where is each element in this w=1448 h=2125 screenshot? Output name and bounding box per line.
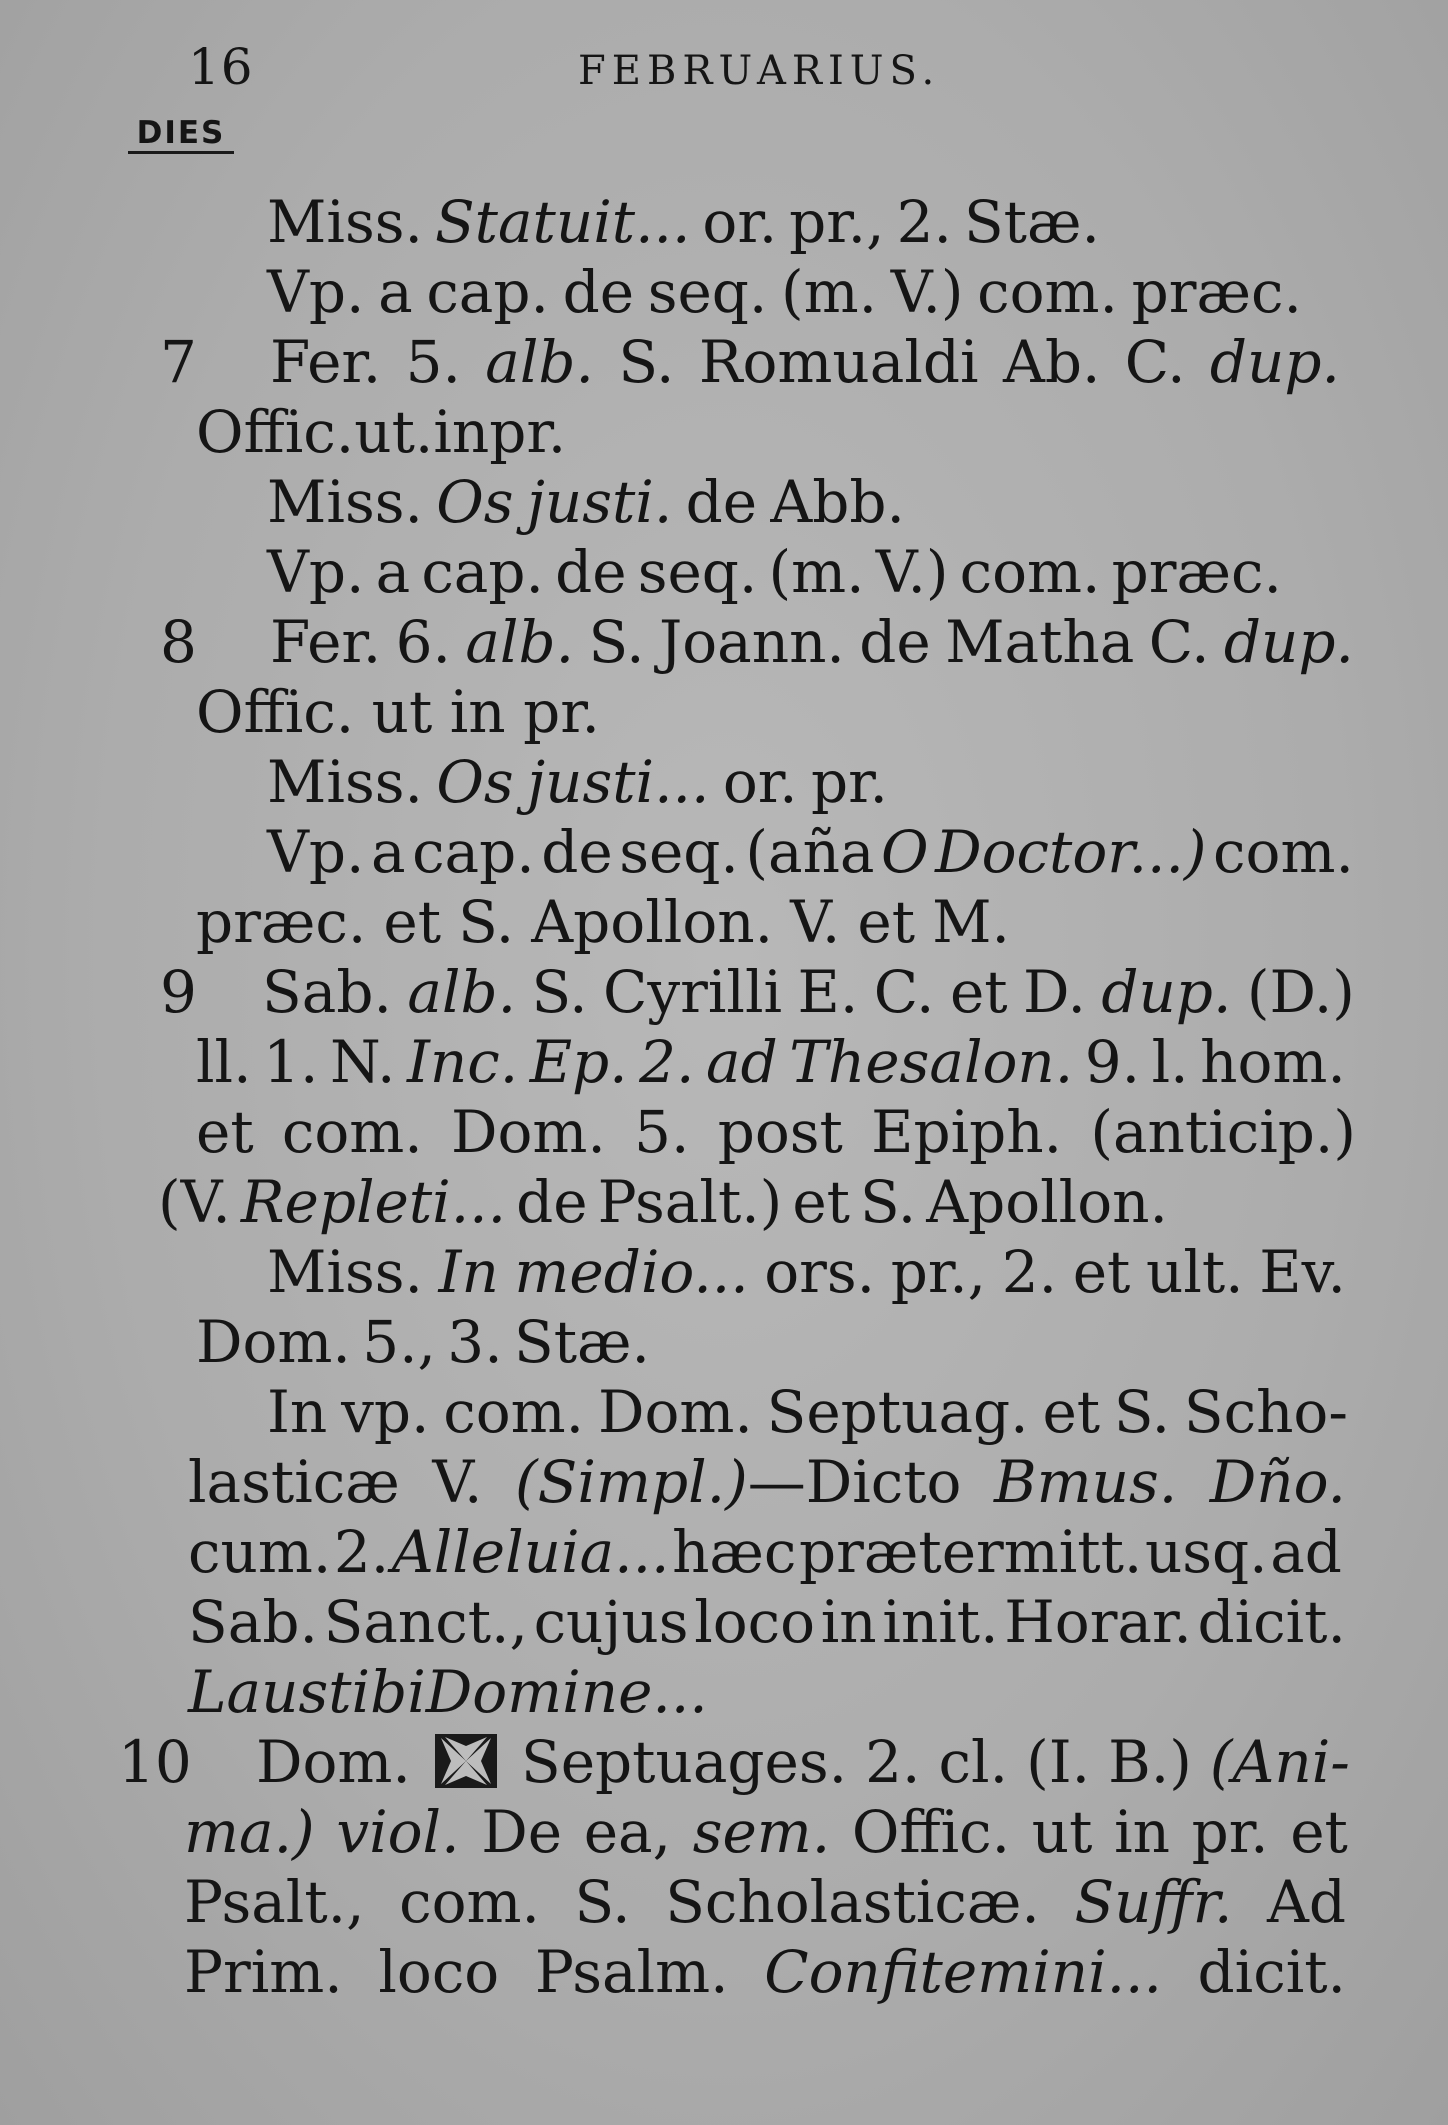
word: pr. xyxy=(811,748,888,816)
word: Ab. xyxy=(1002,328,1101,396)
text-line xyxy=(184,1868,1346,1936)
word: præc. xyxy=(1111,538,1282,606)
word: seq. xyxy=(637,538,758,606)
word: Horar. xyxy=(1004,1588,1192,1656)
word: com. xyxy=(977,258,1118,326)
word: seq. xyxy=(619,818,739,886)
word: dicit. xyxy=(1197,1588,1346,1656)
word: Sanct., xyxy=(323,1588,528,1656)
word: init. xyxy=(882,1588,999,1656)
word: viol. xyxy=(336,1798,460,1866)
word: N. xyxy=(329,1028,396,1096)
word: C. xyxy=(1148,608,1210,676)
word: (anticip.) xyxy=(1090,1098,1356,1166)
word: 2. xyxy=(333,1518,390,1586)
word: cum. xyxy=(188,1518,332,1586)
text-line xyxy=(158,1168,1168,1236)
text-line xyxy=(184,1938,1346,2006)
day-number: 8 xyxy=(160,608,197,676)
word: Dño. xyxy=(1209,1448,1346,1516)
word: et xyxy=(1290,1798,1348,1866)
word: ma.) xyxy=(184,1798,315,1866)
word: com. xyxy=(1213,818,1354,886)
word: loco xyxy=(378,1938,500,2006)
word: alb. xyxy=(407,958,517,1026)
word: Romualdi xyxy=(698,328,979,396)
word: præc. xyxy=(196,888,367,956)
word: Abb. xyxy=(770,468,905,536)
word: Bmus. xyxy=(994,1448,1178,1516)
word: com. xyxy=(443,1378,585,1446)
word: V. xyxy=(790,888,841,956)
word: Dom. xyxy=(451,1098,606,1166)
word: ut. xyxy=(354,398,434,466)
word: loco xyxy=(694,1588,816,1656)
word: 2. xyxy=(865,1728,921,1796)
word: ut xyxy=(371,678,433,746)
word: de xyxy=(562,258,635,326)
word: in xyxy=(433,398,490,466)
word: S. xyxy=(1113,1378,1171,1446)
word: a xyxy=(375,538,411,606)
word: Epiph. xyxy=(871,1098,1063,1166)
word: V. xyxy=(432,1448,483,1516)
word: Psalt., xyxy=(184,1868,365,1936)
word: 1. xyxy=(263,1028,319,1096)
maltese-cross-icon xyxy=(435,1734,497,1788)
word: Dom. xyxy=(597,1378,753,1446)
text-line xyxy=(270,328,1340,396)
word: Vp. xyxy=(267,258,365,326)
word: Domine... xyxy=(425,1658,708,1726)
word: Vp. xyxy=(267,818,365,886)
word: tibi xyxy=(328,1658,426,1726)
word: Scho- xyxy=(1183,1378,1348,1446)
word: Miss. xyxy=(267,1238,423,1306)
word: a xyxy=(378,258,413,326)
word: dicit. xyxy=(1197,1938,1346,2006)
word: Fer. xyxy=(270,608,382,676)
text-line xyxy=(196,1308,650,1376)
word: (m. xyxy=(781,258,878,326)
word: Offic. xyxy=(196,398,355,466)
word: De xyxy=(481,1798,563,1866)
word: Ep. xyxy=(529,1028,628,1096)
word: B.) xyxy=(1108,1728,1192,1796)
day-number: 9 xyxy=(160,958,197,1026)
word: Doctor...) xyxy=(935,818,1207,886)
word: Psalm. xyxy=(534,1938,729,2006)
word: usq. xyxy=(1144,1518,1268,1586)
word: (m. xyxy=(768,538,865,606)
text-line xyxy=(196,398,567,466)
word: ad xyxy=(1270,1518,1342,1586)
word: (D.) xyxy=(1246,958,1355,1026)
text-line xyxy=(196,678,600,746)
word: Miss. xyxy=(267,468,423,536)
word: Stæ. xyxy=(513,1308,650,1376)
word: Offic. xyxy=(851,1798,1011,1866)
word: Septuages. xyxy=(520,1728,848,1796)
word: dup. xyxy=(1101,958,1232,1026)
word: in xyxy=(1114,1798,1170,1866)
word: in xyxy=(820,1588,877,1656)
word: post xyxy=(717,1098,843,1166)
word: alb. xyxy=(465,608,575,676)
word: or. xyxy=(702,188,778,256)
word: dup. xyxy=(1209,328,1340,396)
word: Inc. xyxy=(406,1028,519,1096)
word: Ad xyxy=(1266,1868,1346,1936)
word: Prim. xyxy=(184,1938,343,2006)
word: Laus xyxy=(188,1658,329,1726)
word: et xyxy=(383,888,442,956)
page-number: 16 xyxy=(188,38,254,96)
word: Septuag. xyxy=(766,1378,1029,1446)
word: 2. xyxy=(1001,1238,1058,1306)
word: C. xyxy=(1124,328,1186,396)
word: V.) xyxy=(890,258,964,326)
word: et xyxy=(857,888,916,956)
word: cap. xyxy=(421,538,544,606)
word: cujus xyxy=(533,1588,689,1656)
word: Psalt.) xyxy=(597,1168,783,1236)
text-line xyxy=(267,188,1100,256)
word: (V. xyxy=(158,1168,231,1236)
word: 5. xyxy=(634,1098,690,1166)
text-line xyxy=(188,1658,708,1726)
word: de xyxy=(685,468,758,536)
word: or. xyxy=(722,748,798,816)
word: et xyxy=(792,1168,850,1236)
word: seq. xyxy=(647,258,768,326)
word: prætermitt. xyxy=(799,1518,1143,1586)
word: Stæ. xyxy=(963,188,1100,256)
word xyxy=(429,1728,503,1796)
text-line xyxy=(267,818,1354,886)
word: S. xyxy=(574,1868,631,1936)
text-line xyxy=(262,958,1355,1026)
word: S. xyxy=(860,1168,917,1236)
word: ut xyxy=(1031,1798,1093,1866)
word: Ev. xyxy=(1259,1238,1346,1306)
word: com. xyxy=(399,1868,540,1936)
text-line xyxy=(188,1518,1342,1586)
text-line xyxy=(196,888,1010,956)
word: S. xyxy=(531,958,588,1026)
word: In xyxy=(438,1238,499,1306)
word: 2. xyxy=(896,188,952,256)
word: In xyxy=(267,1378,328,1446)
word: S. xyxy=(588,608,645,676)
word: V.) xyxy=(875,538,949,606)
word: pr., xyxy=(789,188,885,256)
word: 2. xyxy=(639,1028,695,1096)
word: hom. xyxy=(1200,1028,1346,1096)
word: hæc xyxy=(672,1518,797,1586)
word: Statuit... xyxy=(434,188,691,256)
word: de xyxy=(541,818,613,886)
word: D. xyxy=(1023,958,1086,1026)
text-line xyxy=(267,538,1282,606)
word: Confitemini... xyxy=(764,1938,1162,2006)
word: cl. xyxy=(938,1728,1009,1796)
word: ad xyxy=(706,1028,778,1096)
text-line xyxy=(267,1238,1346,1306)
word: Os xyxy=(436,468,514,536)
word: Miss. xyxy=(267,188,423,256)
word: S. xyxy=(618,328,675,396)
word: ors. xyxy=(764,1238,876,1306)
word: Apollon. xyxy=(531,888,774,956)
word: a xyxy=(370,818,406,886)
word: C. xyxy=(873,958,935,1026)
word: præc. xyxy=(1131,258,1302,326)
word: (Simpl.)—Dicto xyxy=(515,1448,962,1516)
word: Dom. xyxy=(256,1728,411,1796)
word: ll. xyxy=(196,1028,252,1096)
word: ea, xyxy=(583,1798,672,1866)
text-line xyxy=(267,468,905,536)
word: Scholasticæ. xyxy=(665,1868,1040,1936)
word: vp. xyxy=(341,1378,430,1446)
text-line xyxy=(196,1098,1356,1166)
word: 9. xyxy=(1084,1028,1141,1096)
word: 6. xyxy=(395,608,451,676)
word: l. xyxy=(1151,1028,1189,1096)
word: O xyxy=(881,818,929,886)
word: Sab. xyxy=(188,1588,318,1656)
word: 5. xyxy=(405,328,461,396)
word: 3. xyxy=(447,1308,503,1376)
page-title: FEBRUARIUS. xyxy=(578,48,941,94)
word: de xyxy=(859,608,931,676)
word: alb. xyxy=(485,328,594,396)
word: (I. xyxy=(1026,1728,1091,1796)
word: Joann. xyxy=(658,608,845,676)
text-line xyxy=(267,748,888,816)
word: (Ani- xyxy=(1209,1728,1350,1796)
word: Alleluia... xyxy=(391,1518,670,1586)
word: pr. xyxy=(523,678,600,746)
text-line xyxy=(188,1448,1346,1516)
column-label-dies: DIES xyxy=(128,118,234,154)
word: cap. xyxy=(412,818,535,886)
word: Apollon. xyxy=(926,1168,1168,1236)
word: (aña xyxy=(745,818,875,886)
word: com. xyxy=(959,538,1101,606)
day-number: 10 xyxy=(118,1728,192,1796)
word: S. xyxy=(458,888,515,956)
word: dup. xyxy=(1223,608,1354,676)
word: de xyxy=(555,538,627,606)
word: et xyxy=(196,1098,254,1166)
text-line xyxy=(270,608,1354,676)
word: Suffr. xyxy=(1074,1868,1233,1936)
word: Vp. xyxy=(267,538,365,606)
text-line xyxy=(196,1028,1346,1096)
word: Miss. xyxy=(267,748,423,816)
word: justi... xyxy=(527,748,710,816)
word: ult. xyxy=(1145,1238,1244,1306)
word: de xyxy=(516,1168,588,1236)
word: Offic. xyxy=(196,678,355,746)
day-number: 7 xyxy=(160,328,197,396)
text-line xyxy=(267,258,1302,326)
word: com. xyxy=(281,1098,423,1166)
word: 5., xyxy=(362,1308,436,1376)
word: pr. xyxy=(489,398,567,466)
word: et xyxy=(1042,1378,1101,1446)
word: pr. xyxy=(1191,1798,1269,1866)
text-line xyxy=(256,1728,1350,1796)
word: pr., xyxy=(890,1238,987,1306)
word: Dom. xyxy=(196,1308,351,1376)
word: in xyxy=(449,678,506,746)
word: Fer. xyxy=(270,328,382,396)
text-line xyxy=(188,1588,1346,1656)
word: Sab. xyxy=(262,958,392,1026)
word: Os xyxy=(436,748,514,816)
text-line xyxy=(184,1798,1348,1866)
word: Thesalon. xyxy=(789,1028,1074,1096)
word: Cyrilli xyxy=(603,958,783,1026)
word: medio... xyxy=(514,1238,749,1306)
word: sem. xyxy=(692,1798,831,1866)
word: Repleti... xyxy=(240,1168,507,1236)
text-line xyxy=(267,1378,1348,1446)
word: E. xyxy=(797,958,859,1026)
word: Matha xyxy=(945,608,1135,676)
word: justi. xyxy=(526,468,673,536)
word: lasticæ xyxy=(188,1448,400,1516)
word: et xyxy=(949,958,1008,1026)
word: et xyxy=(1072,1238,1131,1306)
word: cap. xyxy=(426,258,549,326)
word: M. xyxy=(932,888,1010,956)
